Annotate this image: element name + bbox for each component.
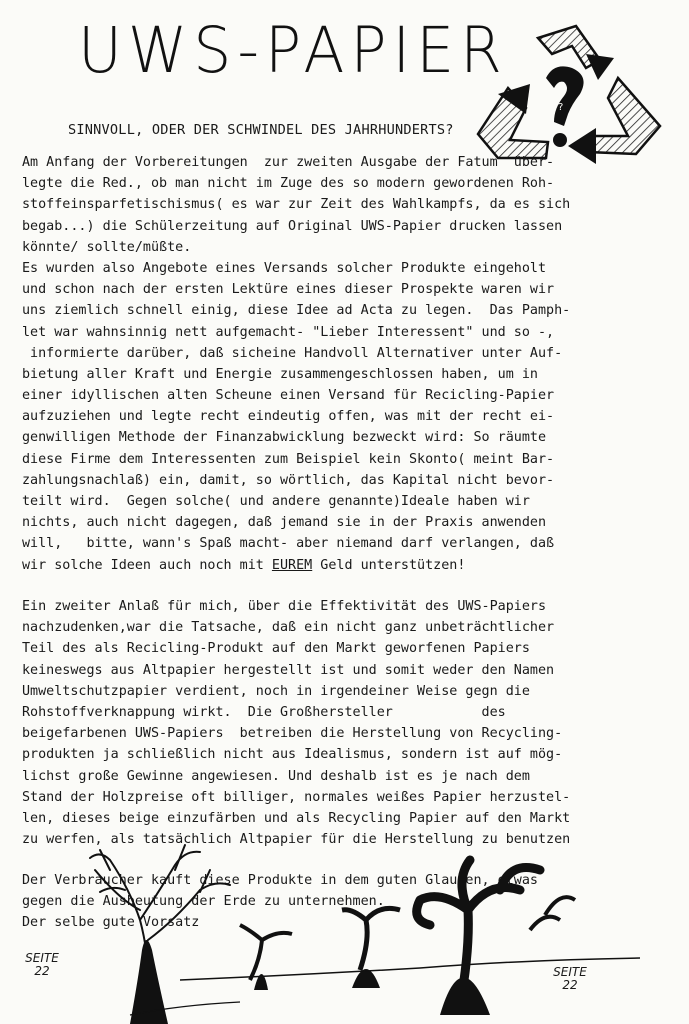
page-number: 22 [34, 964, 50, 978]
text-line: nichts, auch nicht dagegen, daß jemand sie in der Praxis anwenden [22, 515, 547, 531]
paragraph-1 [22, 152, 662, 576]
text-line: Ein zweiter Anlaß für mich, über die Effektivität des UWS-Papiers [22, 599, 547, 614]
logo-question-glyph: ? [558, 102, 564, 113]
text-line: zahlungsnachlaß) ein, damit, so wörtlich, das Kapital nicht bevor- [22, 472, 555, 488]
text-line: Der selbe gute Vorsatz [22, 915, 200, 931]
text-line: Stand der Holzpreise oft billiger, normales weißes Papier herzustel- [22, 789, 571, 805]
text-line: beigefarbenen UWS-Papiers betreiben die Herstellung von Recycling- [22, 726, 563, 742]
recycle-icon [468, 18, 668, 168]
text-line: gegen die Ausbeutung der Erde zu unternehmen. [22, 894, 385, 910]
text-segment: Geld unterstützen! [312, 557, 466, 573]
text-line: Am Anfang der Vorbereitungen zur zweiten Ausgabe der Fatum über- [22, 155, 555, 170]
text-line: könnte/ sollte/müßte. [22, 239, 192, 255]
text-line: will, bitte, wann's Spaß macht- aber niemand darf verlangen, daß [22, 536, 555, 552]
page-number: 22 [562, 978, 578, 992]
text-line: len, dieses beige einzufärben und als Recycling Papier auf den Markt [22, 810, 571, 826]
text-line: keineswegs aus Altpapier hergestellt ist und somit weder den Namen [22, 662, 555, 678]
page-label: SEITE [553, 965, 587, 979]
page-number-right [548, 966, 592, 992]
text-line: Umweltschutzpapier verdient, noch in irgendeiner Weise gegn die [22, 683, 530, 699]
page-number-left [22, 952, 62, 978]
text-line: Der Verbraucher kauft diese Produkte in dem guten Glauben, etwas [22, 873, 538, 888]
text-line: begab...) die Schülerzeitung auf Original UWS-Papier drucken lassen [22, 218, 563, 234]
text-line: Teil des als Recicling-Produkt auf den Markt geworfenen Papiers [22, 641, 530, 657]
paragraph-2 [22, 596, 662, 850]
paragraph-3 [22, 870, 662, 934]
text-line: produkten ja schließlich nicht aus Idealismus, sondern ist auf mög- [22, 747, 563, 763]
text-line: Rohstoffverknappung wirkt. Die Großhersteller des [22, 704, 506, 720]
text-line: legte die Red., ob man nicht im Zuge des so modern gewordenen Roh- [22, 176, 555, 192]
text-line: nachzudenken,war die Tatsache, daß ein nicht ganz unbeträchtlicher [22, 620, 555, 636]
text-line: einer idyllischen alten Scheune einen Versand für Recicling-Papier [22, 388, 555, 404]
text-line: stoffeinsparfetischismus( es war zur Zeit des Wahlkampfs, da es sich [22, 197, 571, 213]
text-line: teilt wird. Gegen solche( und andere genannte)Ideale haben wir [22, 494, 530, 509]
text-line: lichst große Gewinne angewiesen. Und deshalb ist es je nach dem [22, 768, 530, 784]
page-title: UWS-PAPIER [78, 14, 508, 88]
text-segment: wir solche Ideen auch noch mit [22, 557, 272, 573]
text-line: informierte darüber, daß sicheine Handvoll Alternativer unter Auf- [22, 345, 563, 361]
text-line: uns ziemlich schnell einig, diese Idee ad Acta zu legen. Das Pamph- [22, 303, 571, 319]
emphasis-word: EUREM [271, 557, 313, 573]
text-line: let war wahnsinnig nett aufgemacht- "Lieber Interessent" und so -, [22, 324, 555, 340]
text-line-final [22, 555, 662, 576]
text-line: diese Firme dem Interessenten zum Beispiel kein Skonto( meint Bar- [22, 451, 555, 467]
text-line: und schon nach der ersten Lektüre eines dieser Prospekte waren wir [22, 282, 555, 298]
text-line: bietung aller Kraft und Energie zusammengeschlossen haben, um in [22, 366, 538, 382]
page-label: SEITE [25, 951, 59, 965]
text-line: genwilligen Methode der Finanzabwicklung bezweckt wird: So räumte [22, 430, 547, 446]
subtitle: SINNVOLL, ODER DER SCHWINDEL DES JAHRHUNDERTS? [68, 122, 454, 138]
text-line: zu werfen, als tatsächlich Altpapier für die Herstellung zu benutzen [22, 832, 571, 848]
text-line: aufzuziehen und legte recht eindeutig offen, was mit der recht ei- [22, 409, 555, 425]
text-line: Es wurden also Angebote eines Versands solcher Produkte eingeholt [22, 260, 547, 276]
